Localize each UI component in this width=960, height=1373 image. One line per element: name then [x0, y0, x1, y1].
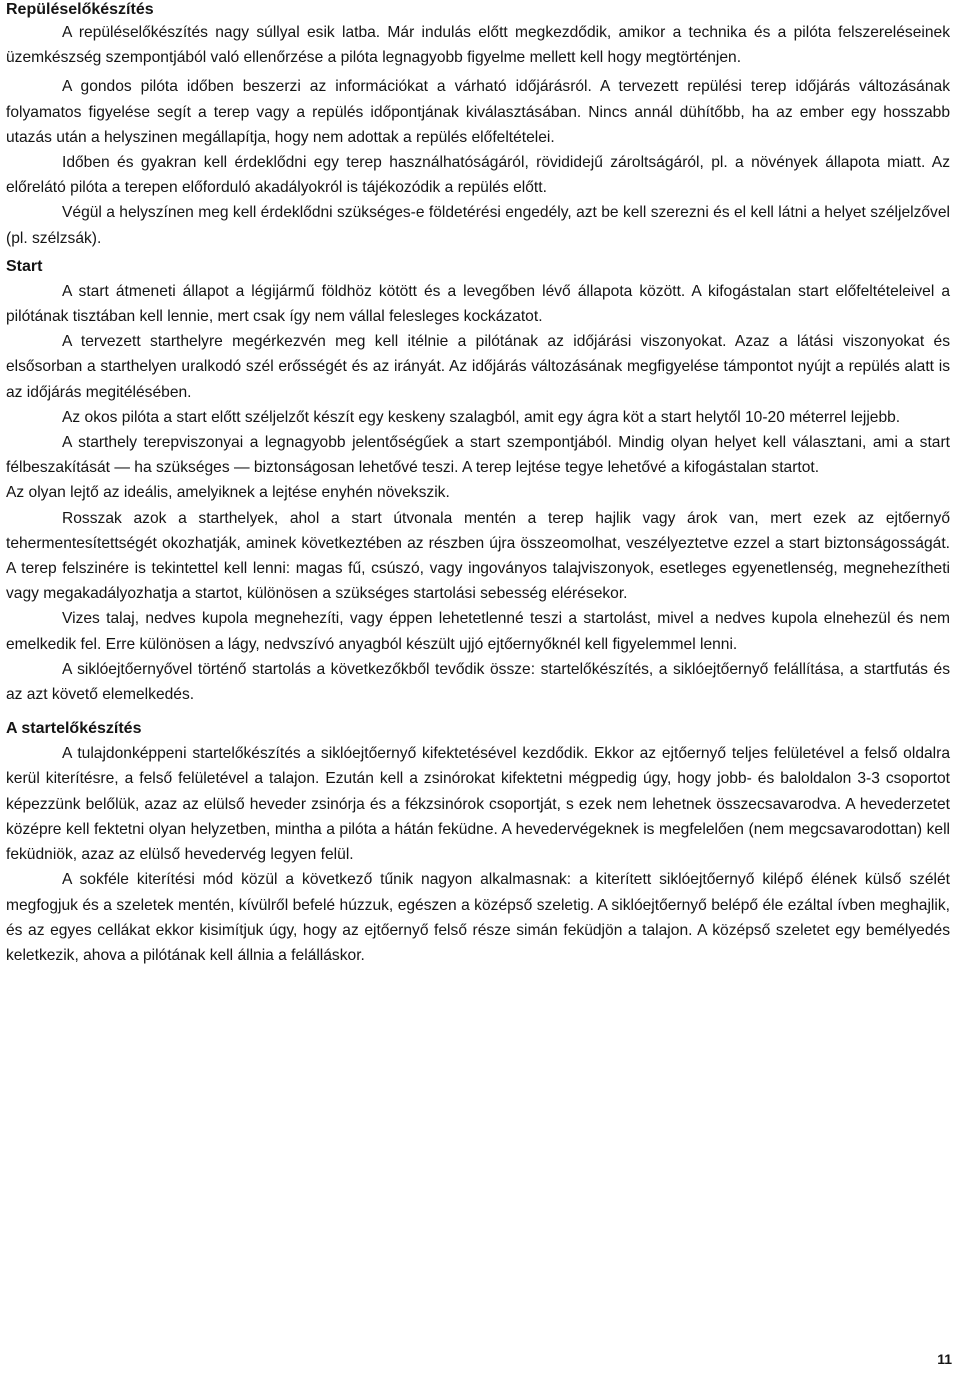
paragraph: A tulajdonképpeni startelőkészítés a siklóejtőernyő kifektetésével kezdődik. Ekkor az ejtőernyő teljes felületével a felső oldalra kerül kiterítésre, a felső felületével a talajon. Ezután kell a zsinórokat kifektetni mégpedig úgy, hogy jobb- és baloldalon 3-3 csoportot képezzünk belőlük, azaz az elülső heveder zsinórja és a fékzsinórok csoportját, s ezek nem lehetnek összecsavarodva. A hevederzetet középre kell fektetni olyan helyzetben, mintha a pilóta a hátán feküdne. A hevedervégeknek is megfelelően (nem megcsavarodottan) kell feküdniök, azaz az elülső hevedervég legyen felül.	[6, 745, 950, 864]
paragraph: Rosszak azok a starthelyek, ahol a start útvonala mentén a terep hajlik vagy árok van, mert ezek az ejtőernyő tehermentesítettségét okozhatják, aminek következtében az részben újra összeomolhat, veszélyeztetve ezzel a start biztonságosságát. A terep felszinére is tekintettel kell lenni: magas fű, csúszó, vagy ingoványos talajviszonyok, esetleges egyenetlenség, megnehezítheti vagy megakadályozhatja a startot, különösen a szükséges startolási sebesség elérésekor.	[6, 509, 950, 603]
page-number: 11	[937, 1351, 952, 1367]
paragraph: A sokféle kiterítési mód közül a következő tűnik nagyon alkalmasnak: a kiterített siklóejtőernyő kilépő élének külső szélét megfogjuk és a szeletek mentén, kívülről befelé húzzuk, egészen a középső szeletig. A siklóejtőernyő belépő éle ezáltal ívben meghajlik, és az egyes cellákat ekkor kisimítjuk úgy, hogy az ejtőernyő felső része simán feküdjön a talajon. A középső szeletet egy bemélyedés keletkezik, ahova a pilótának kell állnia a felálláskor.	[6, 871, 950, 964]
paragraph: Vizes talaj, nedves kupola megnehezíti, vagy éppen lehetetlenné teszi a startolást, mivel a nedves kupola elnehezül és nem emelkedik fel. Erre különösen a lágy, nedvszívó anyagból készült ujjó ejtőernyőknél kell figyelemmel lenni.	[6, 610, 950, 653]
paragraph: A start átmeneti állapot a légijármű földhöz kötött és a levegőben lévő állapota között. A kifogástalan start előfeltételeivel a pilótának tisztában kell lennie, mert csak így nem vállal felesleges kockázatot.	[6, 282, 950, 326]
paragraph: A siklóejtőernyővel történő startolás a következőkből tevődik össze: startelőkészítés, a siklóejtőernyő felállítása, a startfutás és az azt követő elemelkedés.	[6, 660, 950, 704]
paragraph: Időben és gyakran kell érdeklődni egy terep használhatóságáról, rövididejű zároltságáról, pl. a növények állapota miatt. Az előrelátó pilóta a terepen előforduló akadályokról is tájékozódik a repülés előtt.	[6, 154, 950, 197]
paragraph: A starthely terepviszonyai a legnagyobb jelentőségűek a start szempontjából. Mindig olyan helyet kell választani, ami a start félbeszakítását — ha szükséges — biztonságosan lehetővé teszi. A terep lejtése tegye lehetővé a kifogástalan startot.	[6, 434, 950, 477]
paragraph: Végül a helyszínen meg kell érdeklődni szükséges-e földetérési engedély, azt be kell szerezni és el kell látni a helyet széljelzővel (pl. szélzsák).	[6, 204, 950, 247]
paragraph: Az okos pilóta a start előtt széljelzőt készít egy keskeny szalagból, amit egy ágra köt a start helytől 10-20 méterrel lejjebb.	[62, 408, 901, 426]
paragraph: A repüléselőkészítés nagy súllyal esik latba. Már indulás előtt megkezdődik, amikor a technika és a pilóta felszereléseinek üzemkészség szempontjából való ellenőrzése a pilóta legnagyobb figyelme mellett kell hogy megtörténjen.	[6, 24, 950, 67]
paragraph: Az olyan lejtő az ideális, amelyiknek a lejtése enyhén növekszik.	[6, 484, 450, 502]
document-page	[6, 0, 950, 968]
section-title-repuleselokeszites: Repüléselőkészítés	[6, 1, 154, 18]
paragraph: A gondos pilóta időben beszerzi az információkat a várható időjárásról. A tervezett repülési terep időjárás változásának folyamatos figyelése segít a terep vagy a repülés időpontjának kiválasztásában. Nincs annál dühítőbb, ha az ember egy hosszabb utazás után a helyszinen megállapítja, hogy nem adottak a repülés előfeltételei.	[6, 78, 950, 146]
section-title-startelokeszites: A startelőkészítés	[6, 720, 142, 738]
paragraph: A tervezett starthelyre megérkezvén meg kell itélnie a pilótának az időjárási viszonyokat. Azaz a látási viszonyokat és elsősorban a starthelyen uralkodó szél erősségét és az irányát. Az időjárás változásának megfigyelése támpontot nyújt a repülés alatt is az időjárás megitélésében.	[6, 333, 950, 401]
section-title-start: Start	[6, 257, 43, 275]
